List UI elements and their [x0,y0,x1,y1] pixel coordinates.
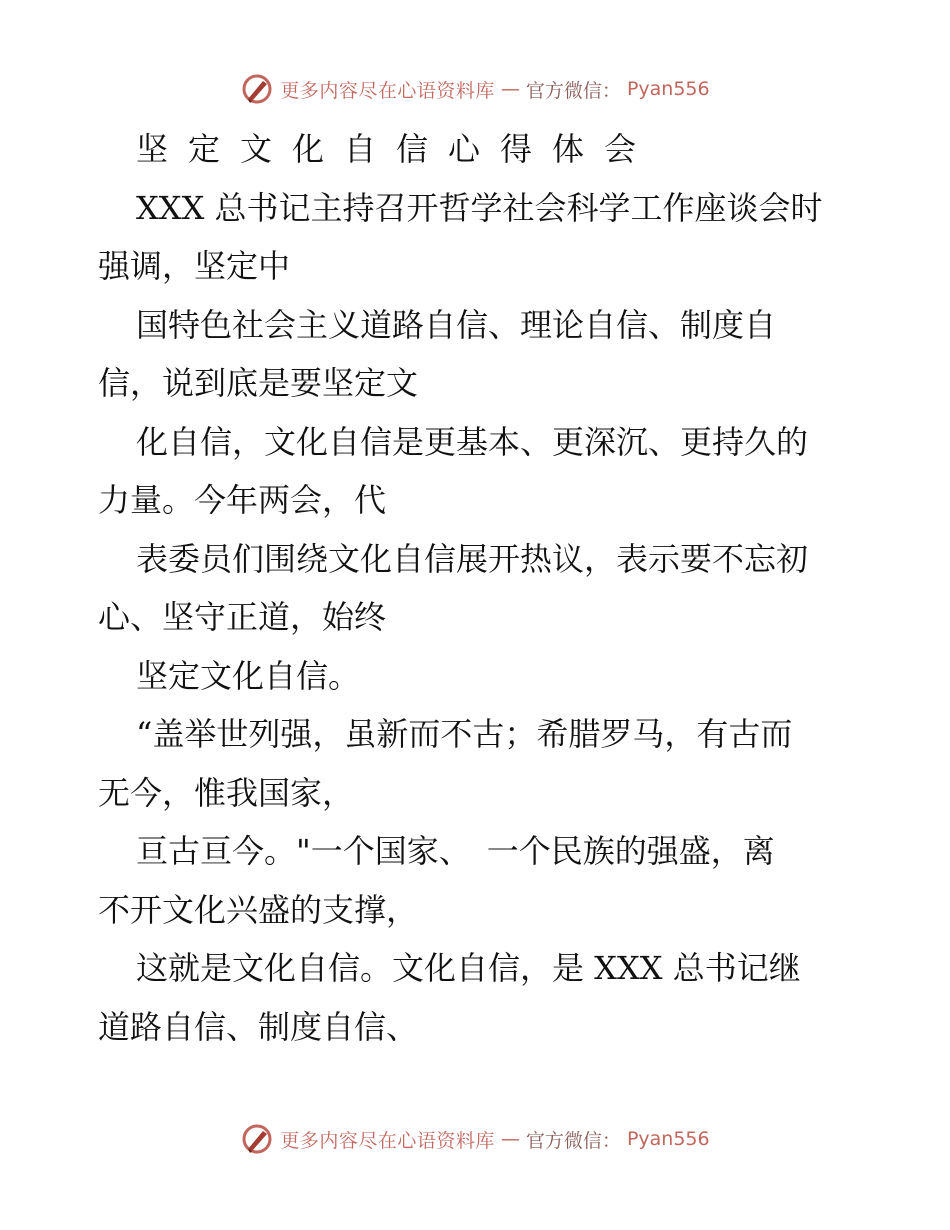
pen-circle-logo-icon [240,1122,274,1156]
text-line: 道路自信、制度自信、 [98,1007,419,1046]
text-line: 无今，惟我国家， [98,773,355,812]
text-line: 国特色社会主义道路自信、理论自信、制度自 [136,305,777,344]
text-line: 化自信，文化自信是更基本、更深沉、更持久的 [136,422,809,461]
text-line: XXX 总书记主持召开哲学社会科学工作座谈会时 [136,188,823,227]
banner-wechat-label: 官方微信： [525,1129,621,1152]
banner-separator: — [500,78,520,100]
text-line: 表委员们围绕文化自信展开热议，表示要不忘初 [136,539,809,578]
text-line: 心、坚守正道，始终 [98,598,387,636]
document-body [98,120,858,1056]
text-line: 这就是文化自信。文化自信，是 XXX 总书记继 [136,949,801,987]
text-line: “盖举世列强，虽新而不古；希腊罗马，有古而 [136,715,793,753]
footer-banner [0,1122,950,1156]
text-line: 强调，坚定中 [98,247,291,285]
text-line: 不开文化兴盛的支撑， [98,890,419,929]
text-line: 力量。今年两会，代 [98,481,387,519]
pen-circle-logo-icon [240,72,274,106]
text-line: 信，说到底是要坚定文 [98,364,419,402]
banner-main-text: 更多内容尽在心语资料库 [280,79,495,102]
banner-wechat-account: Pyan556 [626,78,710,100]
document-title: 坚定文化自信心得体会 [136,130,657,168]
banner-wechat-label: 官方微信： [525,79,621,102]
banner-wechat-account: Pyan556 [626,1128,710,1150]
banner-separator: — [500,1128,520,1150]
banner-main-text: 更多内容尽在心语资料库 [280,1129,495,1152]
header-banner [0,72,950,106]
text-line: 坚定文化自信。 [136,656,361,695]
text-line: 亘古亘今。"一个国家、 一个民族的强盛，离 [136,832,775,870]
